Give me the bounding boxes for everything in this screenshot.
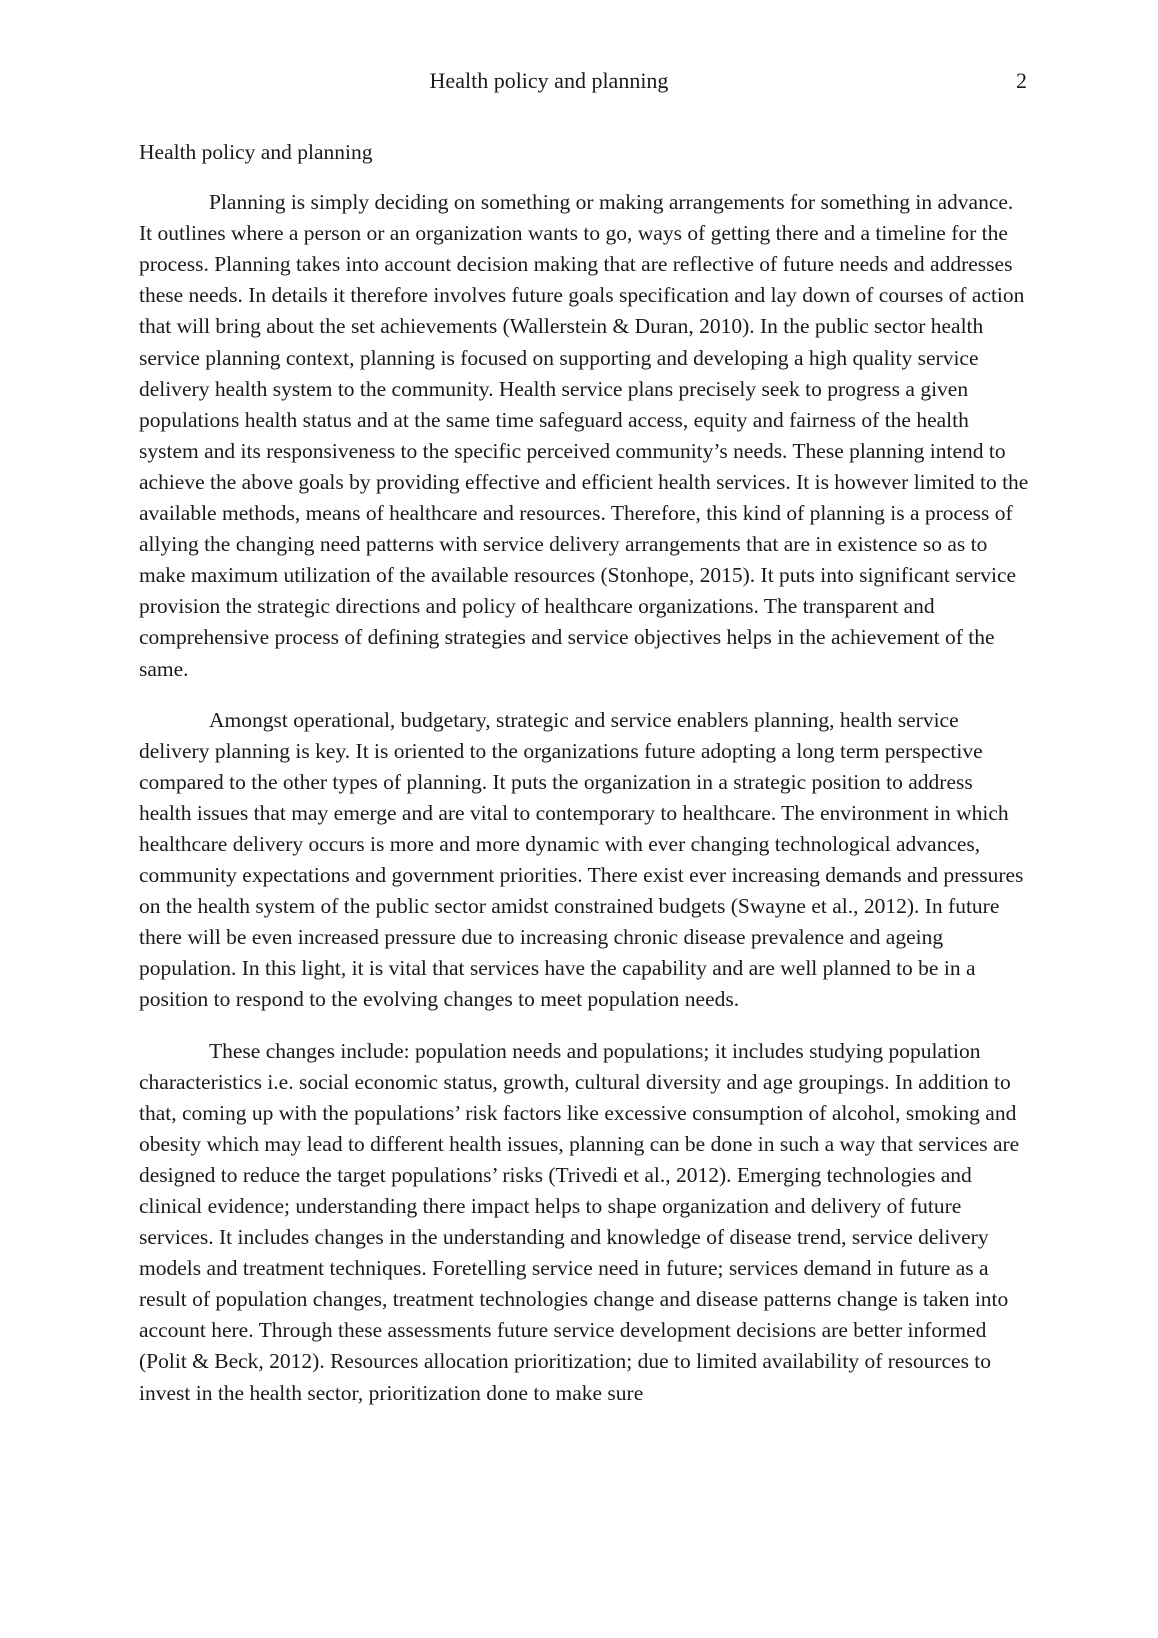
running-title: Health policy and planning [429,68,669,93]
paragraph-3: These changes include: population needs and populations; it includes studying population characteristics i.e. social economic status, growth, cultural diversity and age groupings. In addition to that, coming up with the populations’ risk factors like excessive consumption of alcohol, smoking and obesity which may lead to different health issues, planning can be done in such a way that services are designed to reduce the target populations’ risks (Trivedi et al., 2012). Emerging technologies and clinical evidence; understanding there impact helps to shape organization and delivery of future services. It includes changes in the understanding and knowledge of disease trend, service delivery models and treatment techniques. Foretelling service need in future; services demand in future as a result of population changes, treatment technologies change and disease patterns change is taken into account here. Through these assessments future service development decisions are better informed (Polit & Beck, 2012). Resources allocation prioritization; due to limited availability of resources to invest in the health sector, prioritization done to make sure [139,1038,1020,1405]
running-header [139,66,1027,96]
paragraph-2: Amongst operational, budgetary, strategic and service enablers planning, health service delivery planning is key. It is oriented to the organizations future adopting a long term perspective compared to the other types of planning. It puts the organization in a strategic position to address health issues that may emerge and are vital to contemporary to healthcare. The environment in which healthcare delivery occurs is more and more dynamic with ever changing technological advances, community expectations and government priorities. There exist ever increasing demands and pressures on the health system of the public sector amidst constrained budgets (Swayne et al., 2012). In future there will be even increased pressure due to increasing chronic disease prevalence and ageing population. In this light, it is vital that services have the capability and are well planned to be in a position to respond to the evolving changes to meet population needs. [139,707,1024,1012]
document-body [139,137,1029,1429]
paragraph-1: Planning is simply deciding on something or making arrangements for something in advance. It outlines where a person or an organization wants to go, ways of getting there and a timeline for the process. Planning takes into account decision making that are reflective of future needs and addresses these needs. In details it therefore involves future goals specification and lay down of courses of action that will bring about the set achievements (Wallerstein & Duran, 2010). In the public sector health service planning context, planning is focused on supporting and developing a high quality service delivery health system to the community. Health service plans precisely seek to progress a given populations health status and at the same time safeguard access, equity and fairness of the health system and its responsiveness to the specific perceived community’s needs. These planning intend to achieve the above goals by providing effective and efficient health services. It is however limited to the available methods, means of healthcare and resources. Therefore, this kind of planning is a process of allying the changing need patterns with service delivery arrangements that are in existence so as to make maximum utilization of the available resources (Stonhope, 2015). It puts into significant service provision the strategic directions and policy of healthcare organizations. The transparent and comprehensive process of defining strategies and service objectives helps in the achievement of the same. [139,190,1029,681]
document-title: Health policy and planning [139,140,373,164]
page-number: 2 [1016,68,1027,93]
